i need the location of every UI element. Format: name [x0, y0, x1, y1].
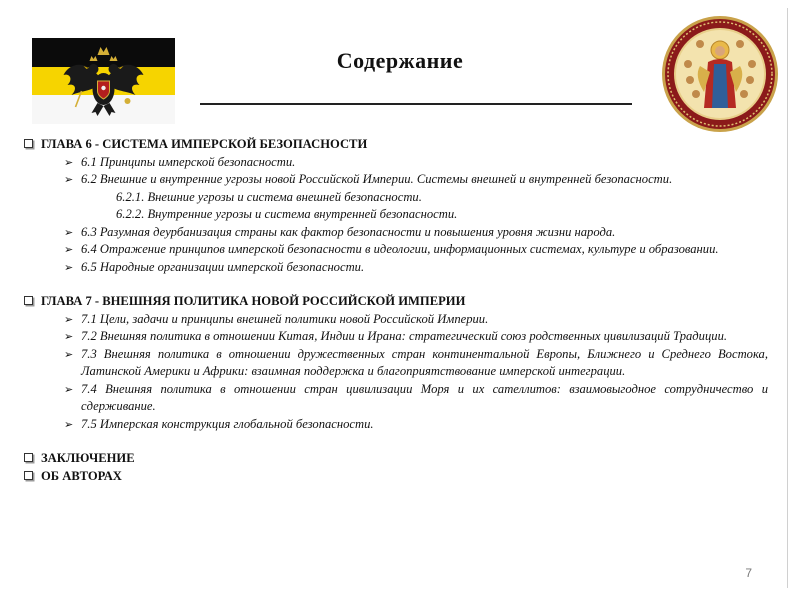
chapter-6-heading[interactable]: ГЛАВА 6 - СИСТЕМА ИМПЕРСКОЙ БЕЗОПАСНОСТИ	[24, 136, 768, 154]
list-item[interactable]: ➢ 6.5 Народные организации имперской безопасности.	[64, 259, 768, 277]
page-edge-line	[787, 8, 788, 588]
checkbox-bullet-icon	[24, 453, 33, 462]
arrow-bullet-icon: ➢	[64, 417, 74, 431]
list-item[interactable]: ➢ 7.3 Внешняя политика в отношении дружественных стран континентальной Европы, Ближнего и Среднего Востока, Латинской Америки и Африки: взаимная поддержка и благоприятствование имперской интеграции.	[64, 346, 768, 378]
arrow-bullet-icon: ➢	[64, 243, 74, 256]
list-item[interactable]: ➢ 6.4 Отражение принципов имперской безопасности в идеологии, информационных системах, культуре и образовании.	[64, 241, 768, 259]
list-item[interactable]: ➢ 7.4 Внешняя политика в отношении стран цивилизации Моря и их сателлитов: взаимовыгодное сотрудничество и сдерживание.	[64, 381, 768, 413]
arrow-bullet-icon: ➢	[64, 155, 74, 169]
arrow-bullet-icon: ➢	[64, 347, 74, 361]
list-item[interactable]: ➢ 6.3 Разумная деурбанизация страны как фактор безопасности и повышения уровня жизни народа.	[64, 224, 768, 242]
arrow-bullet-icon: ➢	[64, 312, 74, 326]
title-underline	[200, 103, 632, 105]
list-item[interactable]: ➢ 7.5 Имперская конструкция глобальной безопасности.	[64, 416, 768, 434]
list-item[interactable]: ➢ 6.1 Принципы имперской безопасности.	[64, 154, 768, 172]
religious-icon-medallion	[660, 14, 780, 134]
list-item[interactable]: ➢ 7.1 Цели, задачи и принципы внешней политики новой Российской Империи.	[64, 311, 768, 329]
checkbox-bullet-icon	[24, 139, 33, 148]
page-number: 7	[745, 566, 752, 580]
about-authors-heading[interactable]: ОБ АВТОРАХ	[24, 468, 768, 486]
page-title: Содержание	[336, 48, 464, 73]
arrow-bullet-icon: ➢	[64, 225, 74, 239]
imperial-flag-image	[32, 38, 175, 124]
sub-list-item[interactable]: 6.2.2. Внутренние угрозы и система внутренней безопасности.	[116, 207, 458, 221]
list-item[interactable]: ➢ 6.2 Внешние и внутренние угрозы новой Российской Империи. Системы внешней и внутренней безопасности.	[64, 171, 768, 189]
conclusion-heading[interactable]: ЗАКЛЮЧЕНИЕ	[24, 450, 768, 468]
table-of-contents	[24, 136, 768, 485]
list-item[interactable]: ➢ 7.2 Внешняя политика в отношении Китая, Индии и Ирана: стратегический союз родственных цивилизаций Традиции.	[64, 328, 768, 346]
arrow-bullet-icon: ➢	[64, 382, 74, 396]
sub-list-item[interactable]: 6.2.1. Внешние угрозы и система внешней безопасности.	[116, 189, 422, 204]
checkbox-bullet-icon	[24, 296, 33, 305]
chapter-7-heading[interactable]: ГЛАВА 7 - ВНЕШНЯЯ ПОЛИТИКА НОВОЙ РОССИЙСКОЙ ИМПЕРИИ	[24, 293, 768, 311]
arrow-bullet-icon: ➢	[64, 330, 74, 343]
double-headed-eagle-icon	[32, 38, 175, 124]
arrow-bullet-icon: ➢	[64, 260, 74, 274]
arrow-bullet-icon: ➢	[64, 173, 74, 186]
checkbox-bullet-icon	[24, 471, 33, 480]
